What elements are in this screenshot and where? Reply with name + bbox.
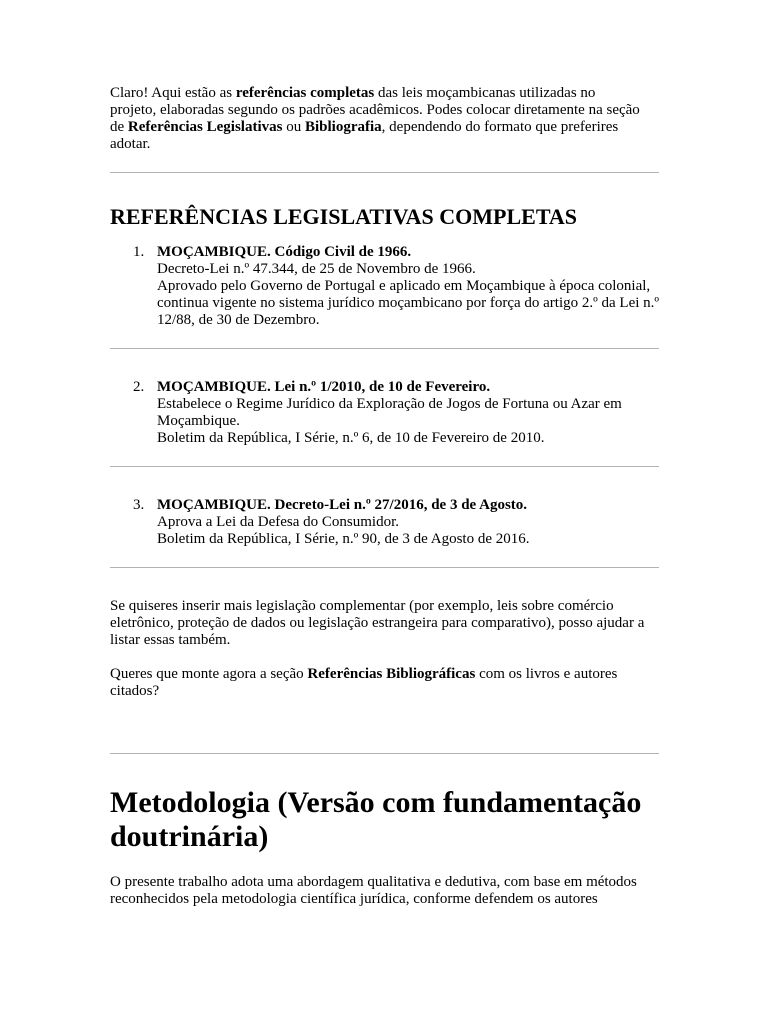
reference-number: 2. [133,379,145,395]
methodology-paragraph: O presente trabalho adota uma abordagem qualitativa e dedutiva, com base em métodos reconhecidos pela metodologia científica jurídica, conforme defendem os autores [110,874,637,907]
intro-text-1: Claro! Aqui estão as [110,85,236,101]
intro-text-3: ou [282,119,305,135]
followup-paragraph: Se quiseres inserir mais legislação complementar (por exemplo, leis sobre comércio eletrônico, proteção de dados ou legislação estrangeira para comparativo), posso ajudar a listar essas também. [110,598,645,648]
intro-bold-bibliography: Bibliografia [304,119,382,135]
intro-text-2: das leis moçambicanas utilizadas no projeto, elaboradas segundo os padrões acadêmicos. Podes colocar diretamente na seção de [110,85,640,135]
question-text-2: com os livros e autores citados? [110,666,618,699]
reference-item-2 [110,379,660,447]
reference-title: MOÇAMBIQUE. Decreto-Lei n.º 27/2016, de 3 de Agosto. [157,497,528,513]
methodology-title: Metodologia (Versão com fundamentação doutrinária) [110,786,642,853]
reference-line: Aprovado pelo Governo de Portugal e aplicado em Moçambique à época colonial, continua vigente no sistema jurídico moçambicano por força do artigo 2.º da Lei n.º 12/88, de 30 de Dezembro. [157,278,660,328]
intro-paragraph [110,85,640,153]
intro-bold-complete-references: referências completas [235,85,375,101]
intro-text-4: , dependendo do formato que preferires adotar. [110,119,619,152]
question-text-1: Queres que monte agora a seção [110,666,308,682]
section-title: REFERÊNCIAS LEGISLATIVAS COMPLETAS [110,204,578,229]
divider [110,567,659,568]
divider [110,348,659,349]
divider [110,172,659,173]
question-paragraph [110,666,640,700]
reference-title: MOÇAMBIQUE. Lei n.º 1/2010, de 10 de Fevereiro. [157,379,491,395]
reference-item-1 [110,244,660,329]
reference-line: Boletim da República, I Série, n.º 6, de 10 de Fevereiro de 2010. [157,430,545,446]
reference-title: MOÇAMBIQUE. Código Civil de 1966. [157,244,412,260]
divider [110,466,659,467]
divider [110,753,659,754]
reference-line: Boletim da República, I Série, n.º 90, de 3 de Agosto de 2016. [157,531,530,547]
reference-line: Aprova a Lei da Defesa do Consumidor. [157,514,400,530]
reference-number: 1. [133,244,145,260]
document-content [110,85,660,908]
reference-line: Estabelece o Regime Jurídico da Exploração de Jogos de Fortuna ou Azar em Moçambique. [157,396,622,429]
reference-number: 3. [133,497,145,513]
reference-item-3 [110,497,660,548]
reference-line: Decreto-Lei n.º 47.344, de 25 de Novembro de 1966. [157,261,476,277]
intro-bold-legislative-references: Referências Legislativas [127,119,283,135]
question-bold-bibliographic-references: Referências Bibliográficas [307,666,476,682]
